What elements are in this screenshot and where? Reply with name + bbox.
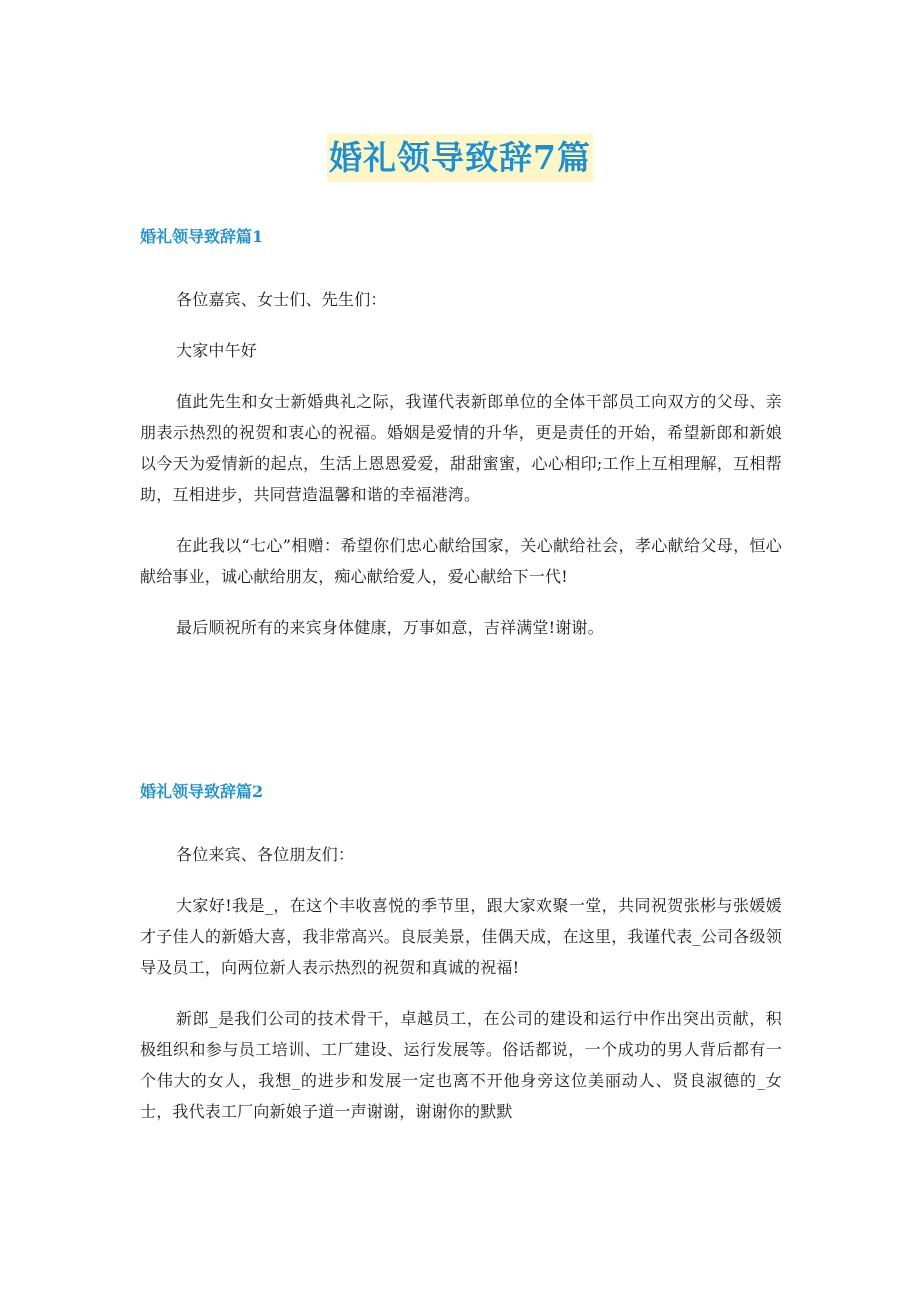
section-2 (140, 780, 782, 1127)
paragraph: 大家好!我是_，在这个丰收喜悦的季节里，跟大家欢聚一堂，共同祝贺张彬与张媛媛才子佳人的新婚大喜，我非常高兴。良辰美景，佳偶天成，在这里，我谨代表_公司各级领导及员工，向两位新人表示热烈的祝贺和真诚的祝福! (140, 896, 782, 977)
paragraph: 各位嘉宾、女士们、先生们： (176, 290, 387, 309)
section-1 (140, 225, 782, 643)
paragraph: 在此我以“七心”相赠：希望你们忠心献给国家，关心献给社会，孝心献给父母，恒心献给事业，诚心献给朋友，痴心献给爱人，爱心献给下一代! (140, 536, 782, 586)
paragraph: 新郎_是我们公司的技术骨干，卓越员工，在公司的建设和运行中作出突出贡献，积极组织和参与员工培训、工厂建设、运行发展等。俗话都说，一个成功的男人背后都有一个伟大的女人，我想_的进步和发展一定也离不开他身旁这位美丽动人、贤良淑德的_女士，我代表工厂向新娘子道一声谢谢，谢谢你的默默 (140, 1009, 782, 1121)
paragraph: 各位来宾、各位朋友们： (176, 845, 355, 864)
section-heading: 婚礼领导致辞篇2 (140, 782, 264, 801)
paragraph: 最后顺祝所有的来宾身体健康，万事如意，吉祥满堂!谢谢。 (176, 618, 604, 637)
title-container (0, 134, 920, 182)
paragraph: 大家中午好 (176, 341, 258, 360)
paragraph: 值此先生和女士新婚典礼之际，我谨代表新郎单位的全体干部员工向双方的父母、亲朋表示热烈的祝贺和衷心的祝福。婚姻是爱情的升华，更是责任的开始，希望新郎和新娘以今天为爱情新的起点，生活上恩恩爱爱，甜甜蜜蜜，心心相印;工作上互相理解，互相帮助，互相进步，共同营造温馨和谐的幸福港湾。 (140, 392, 782, 504)
section-heading: 婚礼领导致辞篇1 (140, 227, 264, 246)
document-title: 婚礼领导致辞7篇 (327, 134, 593, 182)
